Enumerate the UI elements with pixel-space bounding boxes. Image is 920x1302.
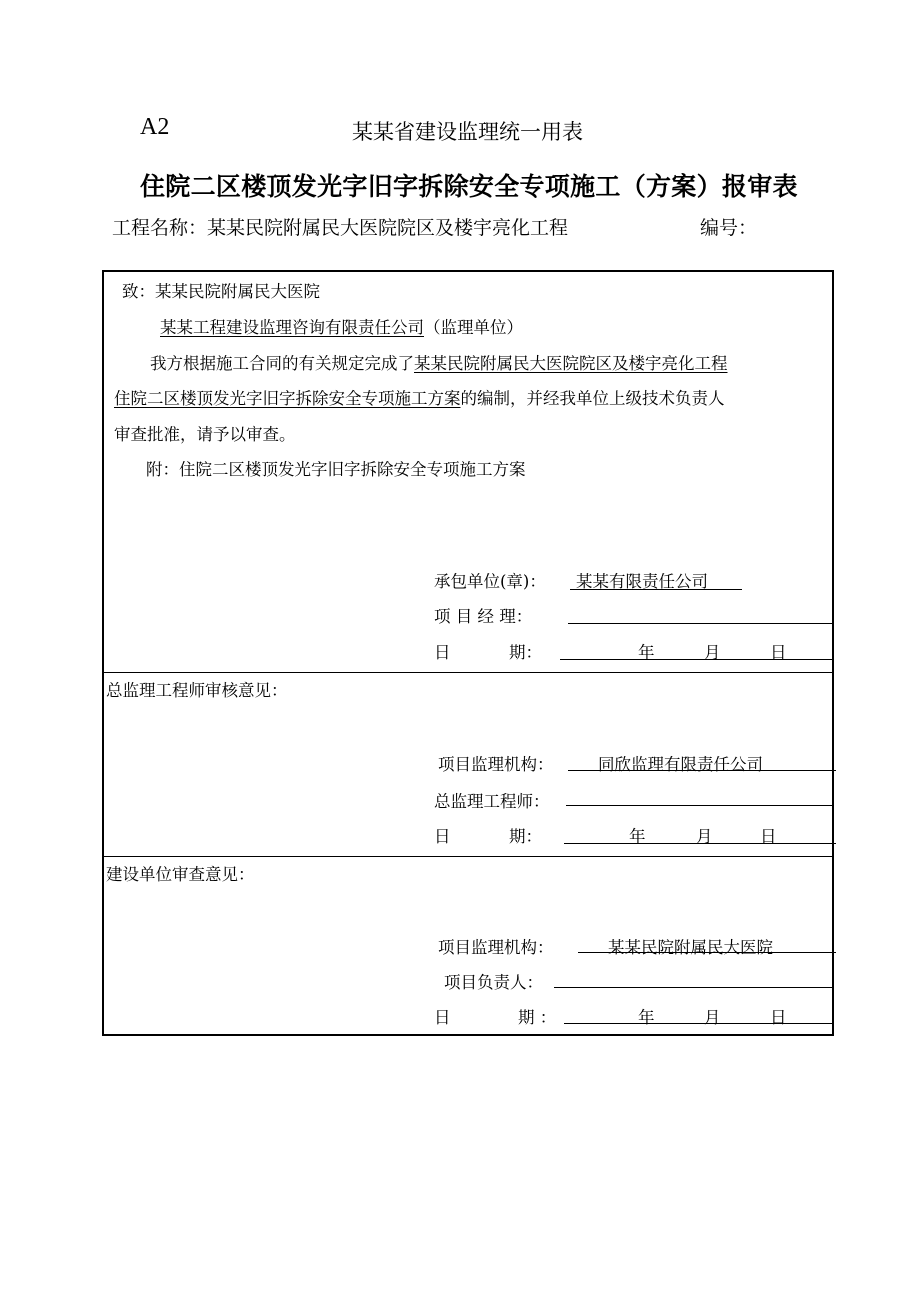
date-label-right-2: 期：: [509, 827, 542, 846]
chief-engineer-label: 总监理工程师：: [434, 792, 550, 811]
supervisor-unit: 某某工程建设监理咨询有限责任公司: [160, 318, 424, 337]
month-label-1: 月: [704, 643, 721, 662]
section-divider-1: [104, 672, 832, 673]
year-label-3: 年: [638, 1008, 655, 1027]
body-line-1: [150, 350, 728, 374]
form-code: A2: [140, 114, 170, 140]
owner-review-heading: 建设单位审查意见：: [106, 865, 255, 884]
chief-engineer-signature-line[interactable]: [566, 805, 832, 806]
date-label-left-3: 日: [434, 1008, 451, 1027]
manager-label: 项 目 经 理：: [434, 607, 533, 626]
to-label: 致：: [122, 282, 155, 301]
date-line-1[interactable]: [560, 659, 832, 660]
owner-responsible-label: 项目负责人：: [444, 973, 543, 992]
body-suffix: 的编制，并经我单位上级技术负责人: [460, 389, 725, 408]
supervision-org-underline: [568, 770, 836, 771]
body-line-3: 审查批准，请予以审查。: [114, 425, 296, 444]
supervisor-unit-suffix: （监理单位）: [424, 318, 523, 337]
day-label-3: 日: [770, 1008, 787, 1027]
owner-responsible-signature-line[interactable]: [554, 987, 832, 988]
day-label-2: 日: [760, 827, 777, 846]
year-label-1: 年: [638, 643, 655, 662]
owner-org-underline: [578, 952, 836, 953]
project-name-label: 工程名称：: [112, 217, 208, 239]
contractor-underline: [570, 589, 742, 590]
attachment-line: [146, 456, 526, 480]
date-label-right-3: 期 ：: [518, 1008, 557, 1027]
month-label-2: 月: [696, 827, 713, 846]
body-prefix: 我方根据施工合同的有关规定完成了: [150, 354, 414, 373]
page-title: 住院二区楼顶发光字旧字拆除安全专项施工（方案）报审表: [140, 172, 798, 201]
project-name-value: 某某民院附属民大医院院区及楼宇亮化工程: [207, 217, 569, 239]
body-line-2: [114, 385, 725, 409]
date-label-left-2: 日: [434, 827, 451, 846]
series-title: 某某省建设监理统一用表: [352, 120, 583, 144]
date-label-right-1: 期：: [509, 643, 542, 662]
body-plan: 住院二区楼顶发光字旧字拆除安全专项施工方案: [114, 389, 461, 408]
chief-review-heading: 总监理工程师审核意见：: [106, 681, 288, 700]
day-label-1: 日: [770, 643, 787, 662]
manager-signature-line[interactable]: [568, 623, 832, 624]
project-name-line: [112, 213, 568, 240]
date-line-3[interactable]: [564, 1023, 832, 1024]
year-label-2: 年: [629, 827, 646, 846]
attachment-label: 附：: [146, 460, 179, 479]
contractor-value: 某某有限责任公司: [576, 572, 708, 591]
owner-org-label: 项目监理机构：: [438, 938, 554, 957]
month-label-3: 月: [704, 1008, 721, 1027]
body-project: 某某民院附属民大医院院区及楼宇亮化工程: [414, 354, 728, 373]
addressee-line: [122, 278, 320, 302]
date-label-left-1: 日: [434, 643, 451, 662]
supervisor-unit-line: [160, 314, 523, 338]
contractor-label: 承包单位(章)：: [434, 572, 546, 591]
owner-org-value: 某某民院附属民大医院: [608, 938, 773, 957]
review-form: [102, 270, 834, 1036]
to-value: 某某民院附属民大医院: [155, 282, 320, 301]
date-line-2[interactable]: [564, 843, 836, 844]
attachment-value: 住院二区楼顶发光字旧字拆除安全专项施工方案: [179, 460, 526, 479]
number-label: 编号：: [700, 217, 758, 239]
supervision-org-value: 同欣监理有限责任公司: [598, 755, 763, 774]
section-divider-2: [104, 856, 832, 857]
supervision-org-label: 项目监理机构：: [438, 755, 554, 774]
